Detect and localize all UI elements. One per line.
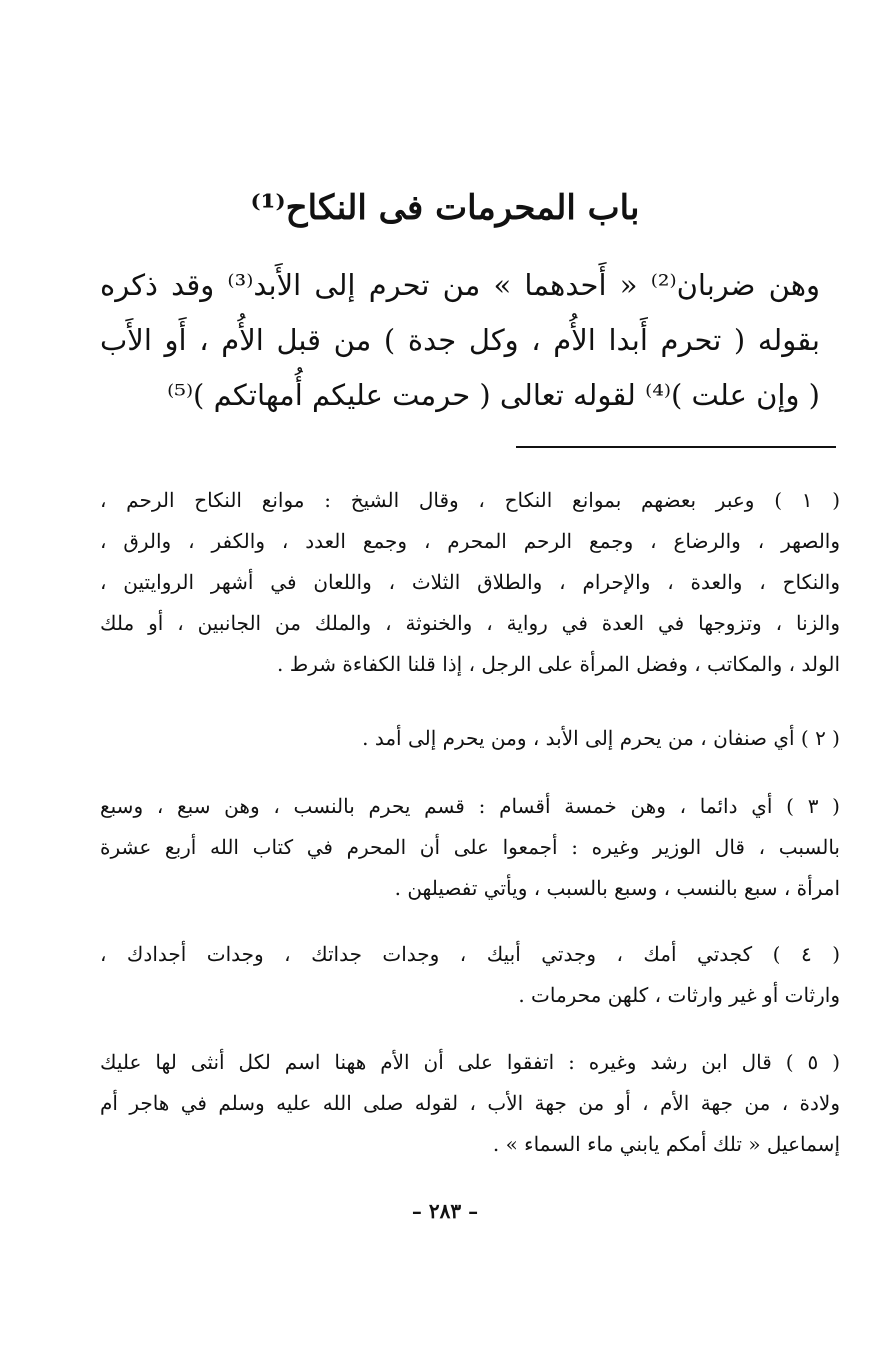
footnote-line: وارثات أو غير وارثات ، كلهن محرمات . — [518, 983, 840, 1007]
footnote-line: ولادة ، من جهة الأم ، أو من جهة الأب ، لقوله صلى الله عليه وسلم في هاجر أم — [100, 1091, 840, 1115]
footnote-line: إسماعيل « تلك أمكم يابني ماء السماء » . — [492, 1132, 840, 1156]
footnote-1 — [100, 480, 840, 685]
footnote-3 — [100, 786, 840, 909]
footnote-2 — [100, 718, 840, 759]
footnote-line: والنكاح ، والعدة ، والإحرام ، والطلاق الثلاث ، واللعان في أشهر الروايتين ، — [100, 570, 840, 594]
footnote-line: امرأة ، سبع بالنسب ، وسبع بالسبب ، ويأتي تفصيلهن . — [394, 876, 840, 900]
main-text-line: ( وإن علت )⁽⁴⁾ لقوله تعالى ( حرمت عليكم أُمهاتكم )⁽⁵⁾ — [167, 378, 820, 412]
footnote-line: ( ٢ ) أي صنفان ، من يحرم إلى الأبد ، ومن يحرم إلى أمد . — [362, 726, 840, 750]
footnote-line: بالسبب ، قال الوزير وغيره : أجمعوا على أن المحرم في كتاب الله أربع عشرة — [100, 835, 840, 859]
footnote-line: ( ٣ ) أي دائما ، وهن خمسة أقسام : قسم يحرم بالنسب ، وهن سبع ، وسبع — [100, 794, 840, 818]
main-text — [100, 258, 820, 423]
footnote-line: ( ٥ ) قال ابن رشد وغيره : اتفقوا على أن الأم ههنا اسم لكل أنثى لها عليك — [100, 1050, 840, 1074]
footnote-4 — [100, 934, 840, 1016]
main-text-line: وهن ضربان⁽²⁾ « أَحدهما » من تحرم إلى الأَبد⁽³⁾ وقد ذكره — [100, 268, 821, 302]
footnote-line: الولد ، والمكاتب ، وفضل المرأة على الرجل ، إذا قلنا الكفاءة شرط . — [277, 652, 840, 676]
main-text-line: بقوله ( تحرم أَبدا الأُم ، وكل جدة ) من قبل الأُم ، أَو الأَب — [100, 323, 820, 357]
footnote-line: والزنا ، وتزوجها في العدة في رواية ، والخنوثة ، والملك من الجانبين ، أو ملك — [100, 611, 840, 635]
footnote-divider — [516, 446, 836, 448]
footnote-line: والصهر ، والرضاع ، وجمع الرحم المحرم ، وجمع العدد ، والكفر ، والرق ، — [100, 529, 840, 553]
footnote-5 — [100, 1042, 840, 1165]
page-number: – ٢٨٣ – — [411, 1199, 479, 1223]
footnote-line: ( ١ ) وعبر بعضهم بموانع النكاح ، وقال الشيخ : موانع النكاح الرحم ، — [100, 488, 840, 512]
footnote-line: ( ٤ ) كجدتي أمك ، وجدتي أبيك ، وجدات جداتك ، وجدات أجدادك ، — [100, 942, 841, 966]
chapter-title: باب المحرمات فى النكاح⁽¹⁾ — [250, 188, 640, 228]
